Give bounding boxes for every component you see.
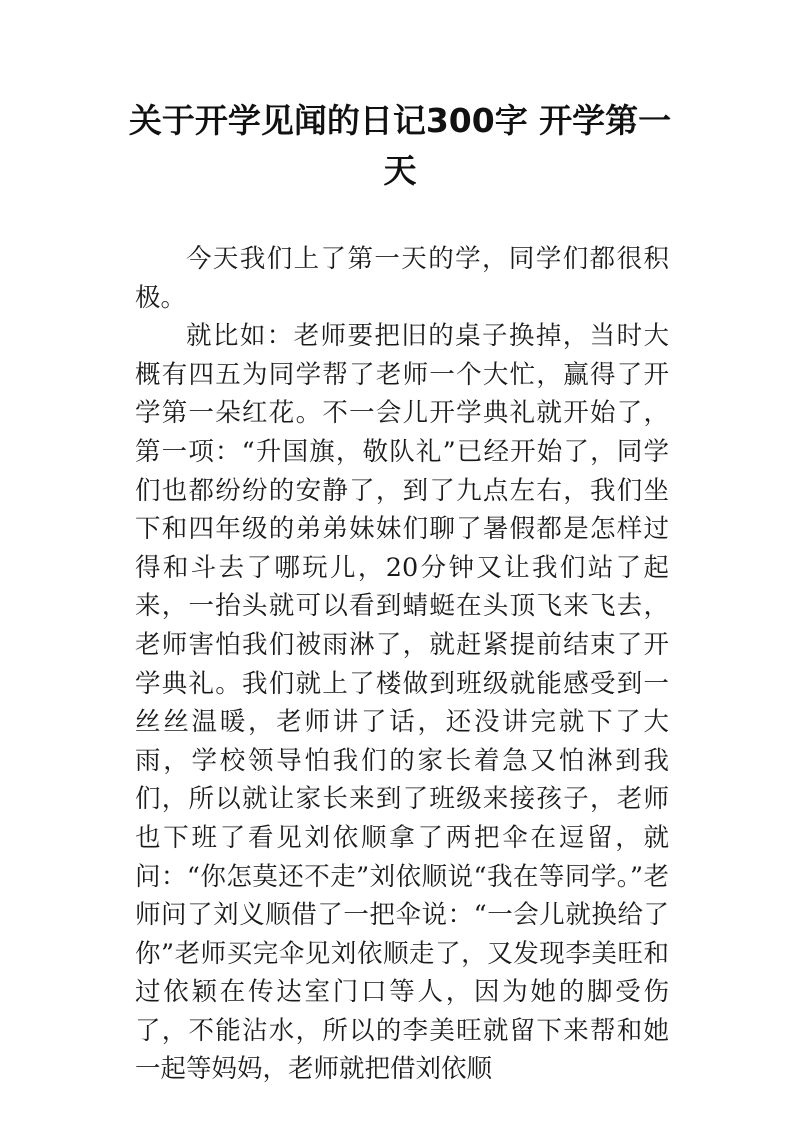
- document-body: [135, 240, 669, 1089]
- paragraph: 就比如：老师要把旧的桌子换掉，当时大概有四五为同学帮了老师一个大忙，赢得了开学第一朵红花。不一会儿开学典礼就开始了，第一项：“升国旗，敬队礼”已经开始了，同学们也都纷纷的安静了，到了九点左右，我们坐下和四年级的弟弟妹妹们聊了暑假都是怎样过得和斗去了哪玩儿，20分钟又让我们站了起来，一抬头就可以看到蜻蜓在头顶飞来飞去，老师害怕我们被雨淋了，就赶紧提前结束了开学典礼。我们就上了楼做到班级就能感受到一丝丝温暖，老师讲了话，还没讲完就下了大雨，学校领导怕我们的家长着急又怕淋到我们，所以就让家长来到了班级来接孩子，老师也下班了看见刘依顺拿了两把伞在逗留，就问：“你怎莫还不走”刘依顺说“我在等同学。”老师问了刘义顺借了一把伞说：“一会儿就换给了你”老师买完伞见刘依顺走了，又发现李美旺和过依颖在传达室门口等人，因为她的脚受伤了，不能沾水，所以的李美旺就留下来帮和她一起等妈妈，老师就把借刘依顺: [135, 321, 669, 1085]
- document-title: 关于开学见闻的日记300字 开学第一天: [128, 101, 672, 190]
- paragraph: 今天我们上了第一天的学，同学们都很积极。: [135, 244, 669, 313]
